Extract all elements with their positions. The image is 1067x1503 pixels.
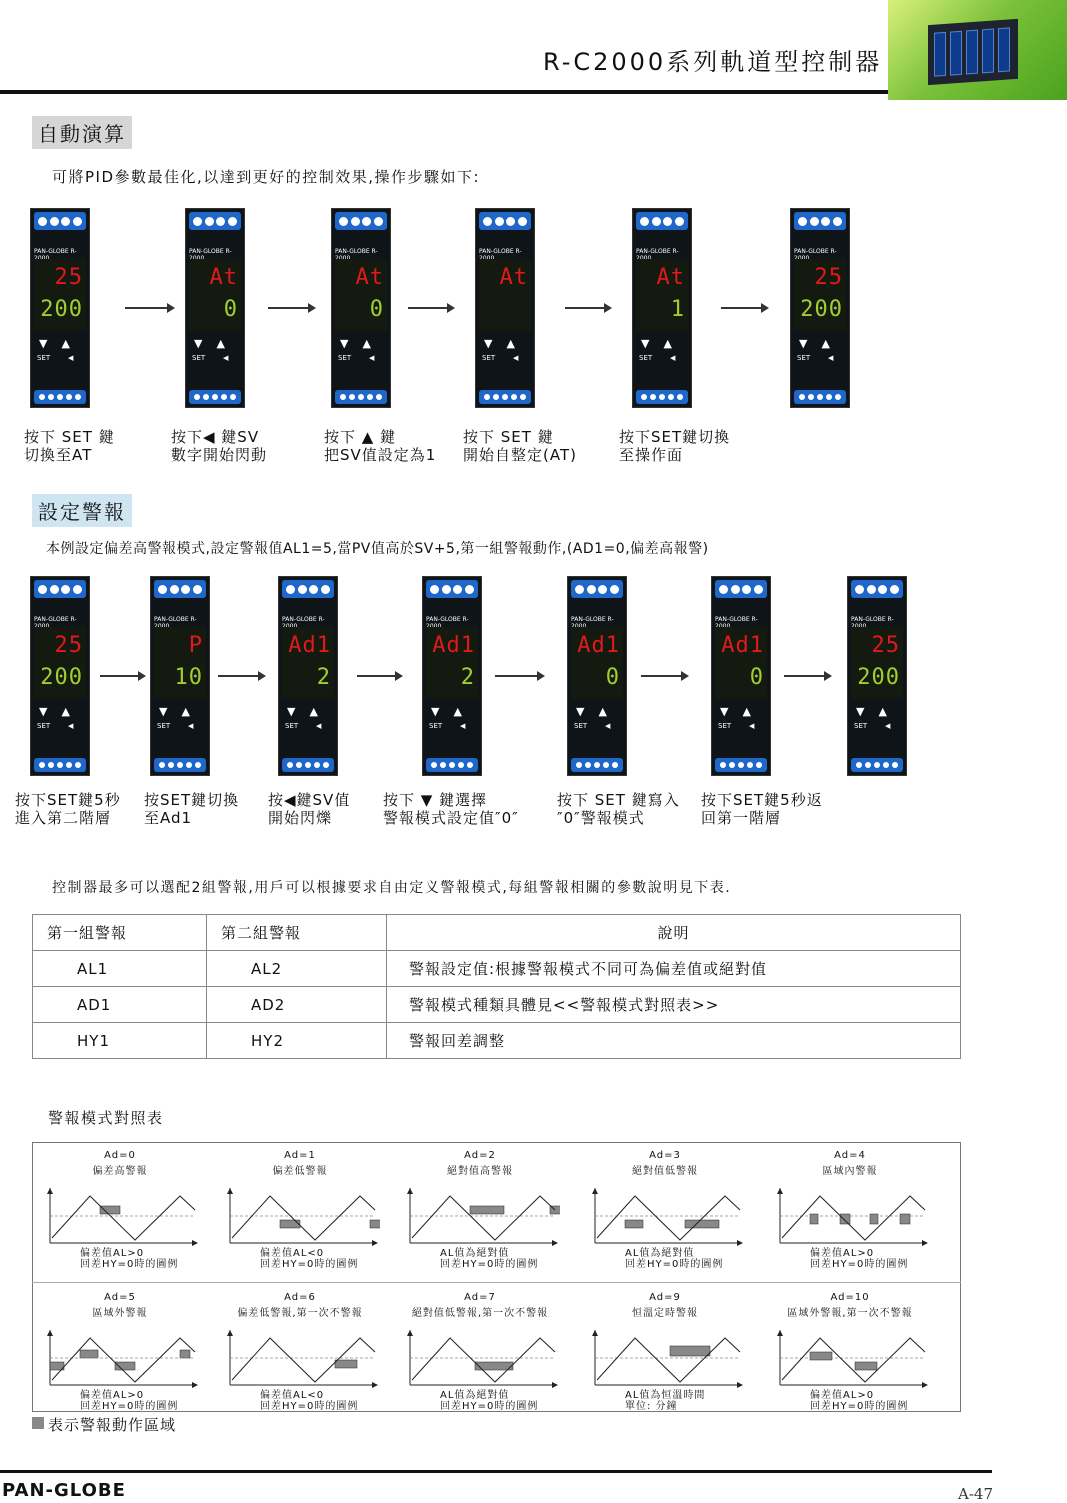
device-keys: ▼ ▲ bbox=[431, 705, 462, 718]
mode-name: 偏差低警報 bbox=[272, 1166, 328, 1177]
terminal-block-top bbox=[636, 212, 688, 230]
set-key: SET ◀ bbox=[429, 722, 466, 730]
pv-readout: Ad1 bbox=[577, 633, 620, 658]
set-key: SET ◀ bbox=[37, 354, 74, 362]
alarm-mode-diagram bbox=[760, 1150, 940, 1280]
brand-logo: PAN-GLOBE bbox=[2, 1480, 126, 1501]
device-display bbox=[335, 259, 387, 331]
device-brand-label: PAN-GLOBE R- bbox=[34, 248, 77, 255]
mode-desc-1: 偏差值AL<0 bbox=[260, 1390, 325, 1401]
legend-swatch bbox=[32, 1417, 44, 1429]
device-keys: ▼ ▲ bbox=[287, 705, 318, 718]
table-cell: HY2 bbox=[207, 1023, 387, 1059]
device-keys: ▼ ▲ bbox=[39, 337, 70, 350]
table-cell: AL2 bbox=[207, 951, 387, 987]
auto-caption-5: 按下SET鍵切換 至操作面 bbox=[619, 428, 731, 464]
mode-desc-1: 偏差值AL>0 bbox=[810, 1390, 875, 1401]
mode-code: Ad=10 bbox=[830, 1292, 870, 1303]
auto-tune-title: 自動演算 bbox=[32, 116, 132, 149]
alarm-parameter-table bbox=[32, 914, 961, 1059]
mode-desc-1: AL值為恒溫時間 bbox=[625, 1390, 706, 1401]
terminal-block-bottom bbox=[794, 390, 846, 404]
device-display bbox=[426, 627, 478, 699]
pv-readout: At bbox=[355, 265, 384, 290]
mode-name: 區域外警報,第一次不警報 bbox=[787, 1308, 913, 1319]
device-brand-label: PAN-GLOBE R- bbox=[426, 616, 469, 623]
device-display bbox=[34, 627, 86, 699]
legend-text: 表示警報動作區域 bbox=[48, 1416, 177, 1434]
set-key: SET ◀ bbox=[639, 354, 676, 362]
device-brand-label: PAN-GLOBE R- bbox=[189, 248, 232, 255]
mode-code: Ad=4 bbox=[834, 1150, 866, 1161]
mode-desc-2: 回差HY=0時的圖例 bbox=[80, 1401, 179, 1412]
step-arrow bbox=[495, 675, 543, 677]
pv-readout: 25 bbox=[54, 265, 83, 290]
auto-caption-3: 按下 ▲ 鍵 把SV值設定為1 bbox=[324, 428, 437, 464]
sv-readout: 0 bbox=[369, 297, 384, 322]
mode-waveform bbox=[40, 1188, 200, 1248]
mode-code: Ad=0 bbox=[104, 1150, 136, 1161]
mode-waveform bbox=[400, 1330, 560, 1390]
terminal-block-bottom bbox=[851, 758, 903, 772]
terminal-block-top bbox=[571, 580, 623, 598]
set-key: SET ◀ bbox=[482, 354, 519, 362]
sv-readout: 0 bbox=[605, 665, 620, 690]
alarm-mode-diagram bbox=[210, 1150, 390, 1280]
sv-readout: 200 bbox=[40, 665, 83, 690]
mode-code: Ad=5 bbox=[104, 1292, 136, 1303]
terminal-block-top bbox=[426, 580, 478, 598]
sv-readout: 200 bbox=[40, 297, 83, 322]
alarm-mode-diagram bbox=[390, 1292, 570, 1422]
device-display bbox=[34, 259, 86, 331]
table-cell: AL1 bbox=[33, 951, 207, 987]
controller-device bbox=[422, 576, 482, 776]
mode-waveform bbox=[585, 1330, 745, 1390]
mode-waveform bbox=[585, 1188, 745, 1248]
sv-readout: 1 bbox=[670, 297, 685, 322]
device-brand-label: PAN-GLOBE R- bbox=[335, 248, 378, 255]
device-brand-label: PAN-GLOBE R- bbox=[636, 248, 679, 255]
alarm-mode-diagram bbox=[575, 1292, 755, 1422]
set-key: SET ◀ bbox=[338, 354, 375, 362]
set-key: SET ◀ bbox=[718, 722, 755, 730]
mode-code: Ad=1 bbox=[284, 1150, 316, 1161]
page-number: A-47 bbox=[958, 1485, 993, 1503]
table-cell: AD2 bbox=[207, 987, 387, 1023]
step-arrow bbox=[408, 307, 453, 309]
mode-desc-2: 回差HY=0時的圖例 bbox=[625, 1259, 724, 1270]
terminal-block-top bbox=[715, 580, 767, 598]
controller-device bbox=[278, 576, 338, 776]
pv-readout: 25 bbox=[54, 633, 83, 658]
pv-readout: At bbox=[656, 265, 685, 290]
mode-waveform bbox=[400, 1188, 560, 1248]
table-row bbox=[33, 1023, 961, 1059]
sv-readout: 2 bbox=[316, 665, 331, 690]
step-arrow bbox=[268, 307, 314, 309]
mode-waveform bbox=[770, 1188, 930, 1248]
alarm-mode-diagram bbox=[575, 1150, 755, 1280]
terminal-block-bottom bbox=[426, 758, 478, 772]
device-display bbox=[794, 259, 846, 331]
mode-name: 區域外警報 bbox=[92, 1308, 148, 1319]
terminal-block-bottom bbox=[636, 390, 688, 404]
alarm-setting-intro: 本例設定偏差高警報模式,設定警報值AL1=5,當PV值高於SV+5,第一組警報動作,(AD1=0,偏差高報警) bbox=[46, 541, 709, 557]
device-keys: ▼ ▲ bbox=[856, 705, 887, 718]
controller-device bbox=[331, 208, 391, 408]
step-arrow bbox=[125, 307, 173, 309]
table-cell: 警報模式種類具體見<<警報模式對照表>> bbox=[387, 987, 961, 1023]
device-display bbox=[636, 259, 688, 331]
device-keys: ▼ ▲ bbox=[194, 337, 225, 350]
mode-desc-1: 偏差值AL>0 bbox=[80, 1390, 145, 1401]
mode-name: 偏差低警報,第一次不警報 bbox=[237, 1308, 363, 1319]
controller-device bbox=[185, 208, 245, 408]
table-header-row bbox=[33, 915, 961, 951]
step-arrow bbox=[641, 675, 687, 677]
device-keys: ▼ ▲ bbox=[576, 705, 607, 718]
mode-code: Ad=7 bbox=[464, 1292, 496, 1303]
step-arrow bbox=[721, 307, 767, 309]
terminal-block-top bbox=[335, 212, 387, 230]
terminal-block-top bbox=[851, 580, 903, 598]
step-arrow bbox=[784, 675, 830, 677]
device-keys: ▼ ▲ bbox=[159, 705, 190, 718]
device-keys: ▼ ▲ bbox=[641, 337, 672, 350]
terminal-block-bottom bbox=[282, 758, 334, 772]
mode-waveform bbox=[770, 1330, 930, 1390]
device-display bbox=[851, 627, 903, 699]
device-display bbox=[479, 259, 531, 331]
terminal-block-top bbox=[34, 212, 86, 230]
table-header-cell: 第一組警報 bbox=[33, 915, 207, 951]
alarm-setting-title: 設定警報 bbox=[32, 494, 132, 527]
set-key: SET ◀ bbox=[797, 354, 834, 362]
step-arrow bbox=[100, 675, 144, 677]
device-brand-label: PAN-GLOBE R- bbox=[282, 616, 325, 623]
terminal-block-top bbox=[34, 580, 86, 598]
table-row bbox=[33, 951, 961, 987]
terminal-block-top bbox=[189, 212, 241, 230]
controller-device bbox=[30, 576, 90, 776]
step-arrow bbox=[218, 675, 264, 677]
mode-desc-1: AL值為絕對值 bbox=[440, 1390, 510, 1401]
set-key: SET ◀ bbox=[285, 722, 322, 730]
modes-title: 警報模式對照表 bbox=[48, 1109, 164, 1127]
pv-readout: 25 bbox=[871, 633, 900, 658]
mode-name: 絕對值低警報 bbox=[632, 1166, 698, 1177]
alarm-caption-1: 按下SET鍵5秒 進入第二階層 bbox=[15, 791, 121, 827]
device-brand-label: PAN-GLOBE R- bbox=[571, 616, 614, 623]
pv-readout: Ad1 bbox=[721, 633, 764, 658]
page-title: R-C2000系列軌道型控制器 bbox=[543, 48, 883, 76]
device-keys: ▼ ▲ bbox=[484, 337, 515, 350]
table-cell: AD1 bbox=[33, 987, 207, 1023]
device-keys: ▼ ▲ bbox=[39, 705, 70, 718]
pv-readout: 25 bbox=[814, 265, 843, 290]
alarm-mode-diagram bbox=[390, 1150, 570, 1280]
set-key: SET ◀ bbox=[157, 722, 194, 730]
mode-desc-1: 偏差值AL>0 bbox=[80, 1248, 145, 1259]
mode-desc-1: 偏差值AL<0 bbox=[260, 1248, 325, 1259]
device-brand-label: PAN-GLOBE R- bbox=[715, 616, 758, 623]
auto-caption-2: 按下◀ 鍵SV 數字開始閃動 bbox=[171, 428, 268, 464]
alarm-caption-6: 按下SET鍵5秒返 回第一階層 bbox=[701, 791, 823, 827]
controller-device bbox=[711, 576, 771, 776]
mode-desc-2: 回差HY=0時的圖例 bbox=[810, 1259, 909, 1270]
step-arrow bbox=[357, 675, 401, 677]
device-keys: ▼ ▲ bbox=[799, 337, 830, 350]
mode-code: Ad=3 bbox=[649, 1150, 681, 1161]
device-brand-label: PAN-GLOBE R- bbox=[851, 616, 894, 623]
controller-device bbox=[790, 208, 850, 408]
auto-tune-intro: 可將PID參數最佳化,以達到更好的控制效果,操作步驟如下: bbox=[52, 168, 481, 186]
terminal-block-top bbox=[479, 212, 531, 230]
device-keys: ▼ ▲ bbox=[720, 705, 751, 718]
mode-desc-2: 回差HY=0時的圖例 bbox=[80, 1259, 179, 1270]
mode-waveform bbox=[220, 1188, 380, 1248]
alarm-caption-3: 按◀鍵SV值 開始閃爍 bbox=[268, 791, 351, 827]
set-key: SET ◀ bbox=[574, 722, 611, 730]
mode-desc-1: 偏差值AL>0 bbox=[810, 1248, 875, 1259]
terminal-block-bottom bbox=[154, 758, 206, 772]
device-display bbox=[154, 627, 206, 699]
controller-device bbox=[150, 576, 210, 776]
sv-readout: 200 bbox=[857, 665, 900, 690]
mode-waveform bbox=[220, 1330, 380, 1390]
alarm-mode-diagram bbox=[210, 1292, 390, 1422]
set-key: SET ◀ bbox=[37, 722, 74, 730]
mode-name: 恒溫定時警報 bbox=[632, 1308, 698, 1319]
terminal-block-bottom bbox=[571, 758, 623, 772]
table-header-cell: 第二組警報 bbox=[207, 915, 387, 951]
terminal-block-bottom bbox=[715, 758, 767, 772]
terminal-block-bottom bbox=[189, 390, 241, 404]
mode-code: Ad=9 bbox=[649, 1292, 681, 1303]
mode-desc-1: AL值為絕對值 bbox=[440, 1248, 510, 1259]
device-display bbox=[571, 627, 623, 699]
mode-desc-2: 回差HY=0時的圖例 bbox=[260, 1259, 359, 1270]
mode-row-divider bbox=[32, 1282, 961, 1283]
set-key: SET ◀ bbox=[192, 354, 229, 362]
table-cell: 警報回差調整 bbox=[387, 1023, 961, 1059]
pv-readout: P bbox=[188, 633, 203, 658]
mode-waveform bbox=[40, 1330, 200, 1390]
sv-readout: 2 bbox=[460, 665, 475, 690]
alarm-mode-diagram bbox=[760, 1292, 940, 1422]
pv-readout: At bbox=[499, 265, 528, 290]
mode-code: Ad=6 bbox=[284, 1292, 316, 1303]
table-header-cell: 說明 bbox=[387, 915, 961, 951]
terminal-block-top bbox=[282, 580, 334, 598]
terminal-block-bottom bbox=[34, 758, 86, 772]
sv-readout: 200 bbox=[800, 297, 843, 322]
terminal-block-top bbox=[794, 212, 846, 230]
controller-device bbox=[30, 208, 90, 408]
controller-device bbox=[632, 208, 692, 408]
sv-readout: 0 bbox=[749, 665, 764, 690]
sv-readout: 0 bbox=[223, 297, 238, 322]
device-brand-label: PAN-GLOBE R- bbox=[479, 248, 522, 255]
auto-caption-4: 按下 SET 鍵 開始自整定(AT) bbox=[463, 428, 577, 464]
pv-readout: Ad1 bbox=[432, 633, 475, 658]
product-photo bbox=[888, 0, 1067, 100]
alarm-mode-diagram bbox=[30, 1150, 210, 1280]
table-cell: 警報設定值:根據警報模式不同可為偏差值或絕對值 bbox=[387, 951, 961, 987]
device-brand-label: PAN-GLOBE R- bbox=[34, 616, 77, 623]
terminal-block-bottom bbox=[34, 390, 86, 404]
alarm-mode-diagram bbox=[30, 1292, 210, 1422]
mode-desc-2: 回差HY=0時的圖例 bbox=[440, 1259, 539, 1270]
table-row bbox=[33, 987, 961, 1023]
mode-desc-2: 單位: 分鐘 bbox=[625, 1401, 678, 1412]
table-cell: HY1 bbox=[33, 1023, 207, 1059]
terminal-block-bottom bbox=[479, 390, 531, 404]
mode-name: 區域內警報 bbox=[822, 1166, 878, 1177]
mode-name: 絕對值高警報 bbox=[447, 1166, 513, 1177]
device-display bbox=[715, 627, 767, 699]
auto-caption-1: 按下 SET 鍵 切換至AT bbox=[24, 428, 115, 464]
device-display bbox=[189, 259, 241, 331]
device-keys: ▼ ▲ bbox=[340, 337, 371, 350]
set-key: SET ◀ bbox=[854, 722, 891, 730]
controller-device bbox=[847, 576, 907, 776]
sv-readout: 10 bbox=[174, 665, 203, 690]
mode-name: 偏差高警報 bbox=[92, 1166, 148, 1177]
controller-device bbox=[475, 208, 535, 408]
alarm-caption-5: 按下 SET 鍵寫入 ″0″警報模式 bbox=[557, 791, 680, 827]
pv-readout: At bbox=[209, 265, 238, 290]
step-arrow bbox=[565, 307, 610, 309]
device-brand-label: PAN-GLOBE R- bbox=[154, 616, 197, 623]
footer-divider bbox=[0, 1470, 992, 1473]
controller-device bbox=[567, 576, 627, 776]
pv-readout: Ad1 bbox=[288, 633, 331, 658]
mode-desc-2: 回差HY=0時的圖例 bbox=[810, 1401, 909, 1412]
mode-desc-2: 回差HY=0時的圖例 bbox=[440, 1401, 539, 1412]
terminal-block-top bbox=[154, 580, 206, 598]
device-brand-label: PAN-GLOBE R- bbox=[794, 248, 837, 255]
mode-code: Ad=2 bbox=[464, 1150, 496, 1161]
alarm-caption-2: 按SET鍵切換 至Ad1 bbox=[144, 791, 240, 827]
alarm-caption-4: 按下 ▼ 鍵選擇 警報模式設定值″0″ bbox=[383, 791, 519, 827]
table-intro: 控制器最多可以選配2組警報,用戶可以根據要求自由定义警報模式,每組警報相關的參數說明見下表. bbox=[52, 880, 732, 896]
mode-desc-1: AL值為絕對值 bbox=[625, 1248, 695, 1259]
header-divider bbox=[0, 90, 890, 94]
mode-name: 絕對值低警報,第一次不警報 bbox=[411, 1308, 549, 1319]
terminal-block-bottom bbox=[335, 390, 387, 404]
mode-desc-2: 回差HY=0時的圖例 bbox=[260, 1401, 359, 1412]
device-display bbox=[282, 627, 334, 699]
